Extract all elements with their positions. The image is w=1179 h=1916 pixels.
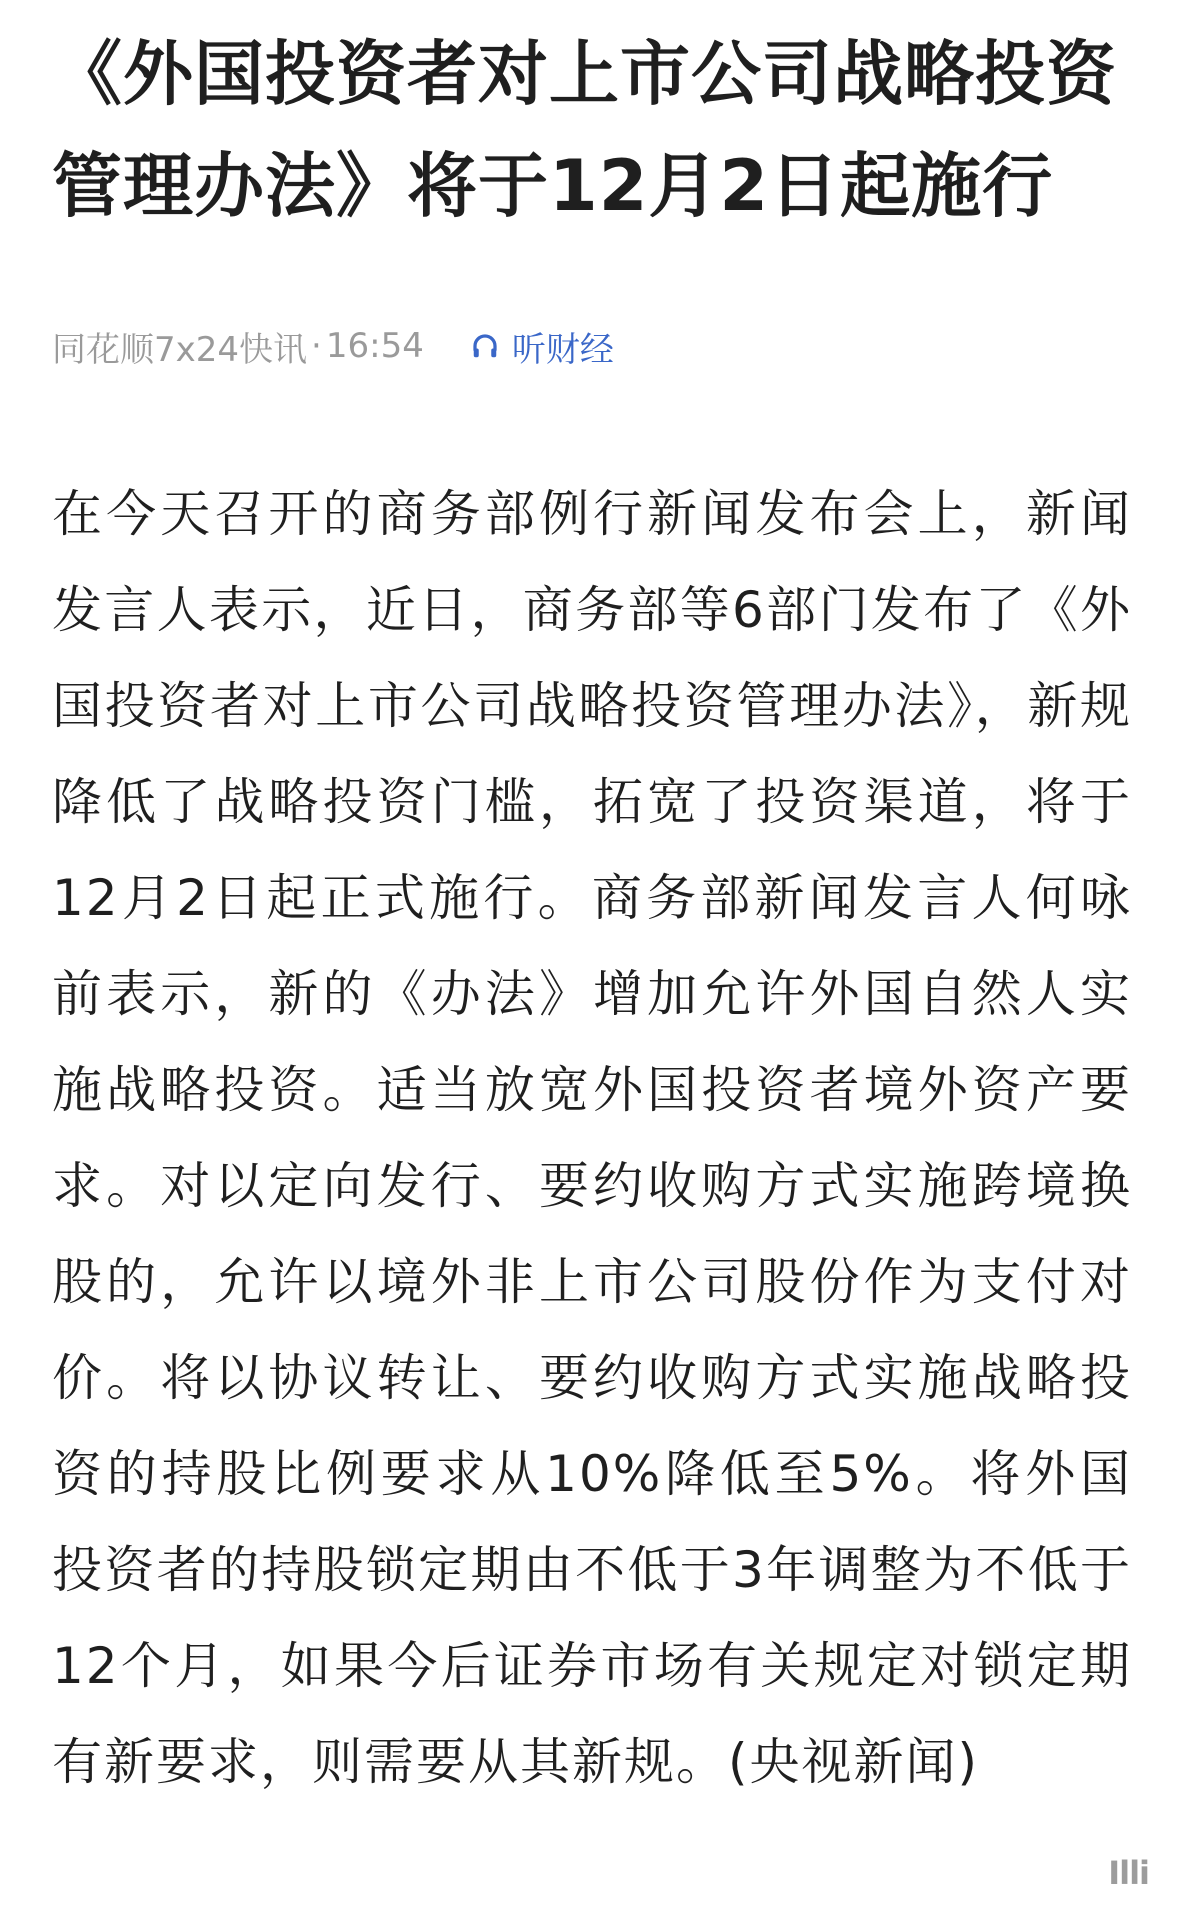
- listen-label: 听财经: [511, 329, 614, 370]
- headphones-icon: [470, 331, 500, 361]
- source-label[interactable]: 同花顺7x24快讯: [52, 329, 308, 370]
- listen-button[interactable]: [470, 322, 614, 371]
- article-body: 在今天召开的商务部例行新闻发布会上，新闻发言人表示，近日，商务部等6部门发布了《外国投资者对上市公司战略投资管理办法》，新规降低了战略投资门槛，拓宽了投资渠道，将于12月2日起正式施行。商务部新闻发言人何咏前表示，新的《办法》增加允许外国自然人实施战略投资。适当放宽外国投资者境外资产要求。对以定向发行、要约收购方式实施跨境换股的，允许以境外非上市公司股份作为支付对价。将以协议转让、要约收购方式实施战略投资的持股比例要求从10%降低至5%。将外国投资者的持股锁定期由不低于3年调整为不低于12个月，如果今后证券市场有关规定对锁定期有新要求，则需要从其新规。(央视新闻): [52, 485, 1132, 1791]
- article: [52, 18, 1132, 1810]
- meta-separator: ·: [311, 326, 322, 366]
- article-title: 《外国投资者对上市公司战略投资管理办法》将于12月2日起施行: [52, 33, 1117, 227]
- watermark-logo: Illi: [1108, 1854, 1149, 1892]
- article-meta: [52, 322, 1132, 370]
- publish-time: 16:54: [325, 326, 424, 366]
